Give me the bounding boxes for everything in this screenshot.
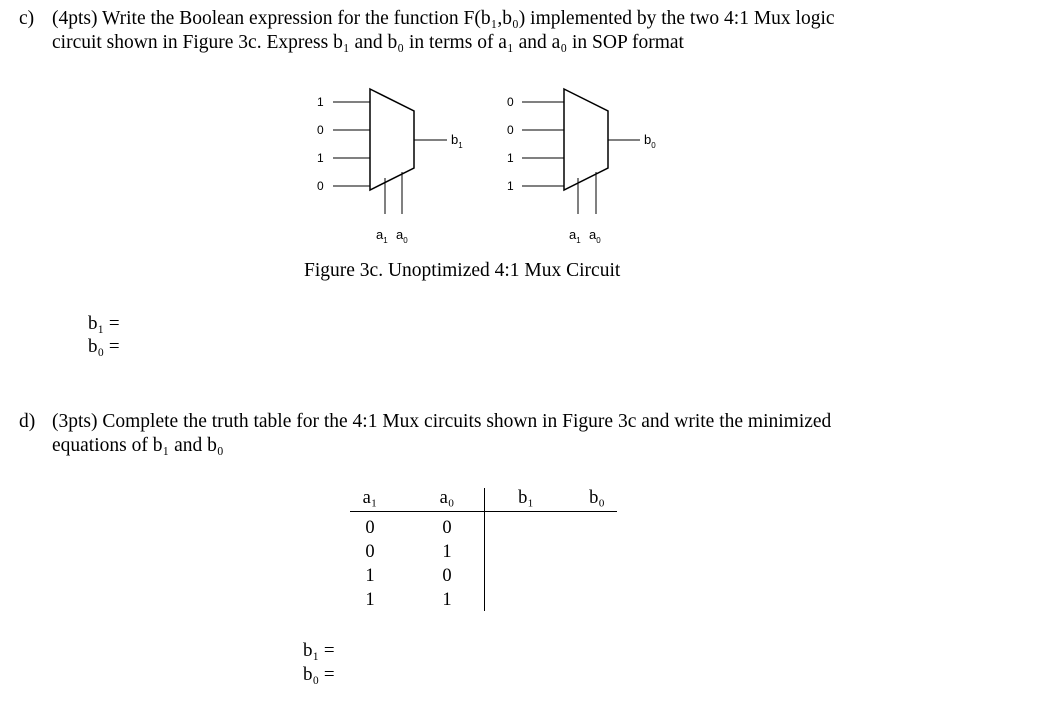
mux2 [507,89,656,245]
question-c-line2: circuit shown in Figure 3c. Express b₁ and b₀ in terms of a₁ and a₀ in SOP format [52,32,684,53]
cell-r3-a1: 1 [365,590,375,610]
question-d-line2: equations of b₁ and b₀ [52,435,224,456]
cell-r1-a0: 1 [442,542,452,562]
cell-r1-a1: 0 [365,542,375,562]
mux1-body [370,89,414,190]
question-d-label: d) [19,411,36,432]
cell-r3-a0: 1 [442,590,452,610]
header-a1: a₁ [362,488,378,508]
mux2-body [564,89,608,190]
mux1 [317,89,463,245]
answer-d-b1: b₁ = [303,640,335,661]
cell-r2-a0: 0 [442,566,452,586]
mux1-input-2: 1 [317,151,324,165]
mux2-select-a0: $a_0$ [589,227,601,245]
mux1-input-0: 1 [317,95,324,109]
header-a0: a₀ [439,488,455,508]
mux2-select-a1: $a_1$ [569,227,581,245]
mux2-input-1: 0 [507,123,514,137]
figure-caption: Figure 3c. Unoptimized 4:1 Mux Circuit [304,260,621,281]
mux2-input-2: 1 [507,151,514,165]
cell-r0-a0: 0 [442,518,452,538]
header-b0: b₀ [589,488,605,508]
header-b1: b₁ [518,488,534,508]
question-d-line1: (3pts) Complete the truth table for the 4:1 Mux circuits shown in Figure 3c and write the minimized [52,411,832,432]
mux1-input-3: 0 [317,179,324,193]
question-c-line1: (4pts) Write the Boolean expression for the function F(b₁,b₀) implemented by the two 4:1 Mux logic [52,8,835,29]
mux1-select-a1: $a_1$ [376,227,388,245]
answer-c-b1: b₁ = [88,313,120,334]
answer-c-b0: b₀ = [88,336,120,357]
answer-d-b0: b₀ = [303,664,335,685]
mux1-output-label: $b_1$ [451,132,463,150]
mux1-input-1: 0 [317,123,324,137]
mux-figure [0,80,1052,340]
cell-r0-a1: 0 [365,518,375,538]
question-c-label: c) [19,8,35,29]
mux2-output-label: $b_0$ [644,132,656,150]
mux2-input-0: 0 [507,95,514,109]
cell-r2-a1: 1 [365,566,375,586]
mux1-select-a0: $a_0$ [396,227,408,245]
column-divider [484,488,485,611]
mux2-input-3: 1 [507,179,514,193]
